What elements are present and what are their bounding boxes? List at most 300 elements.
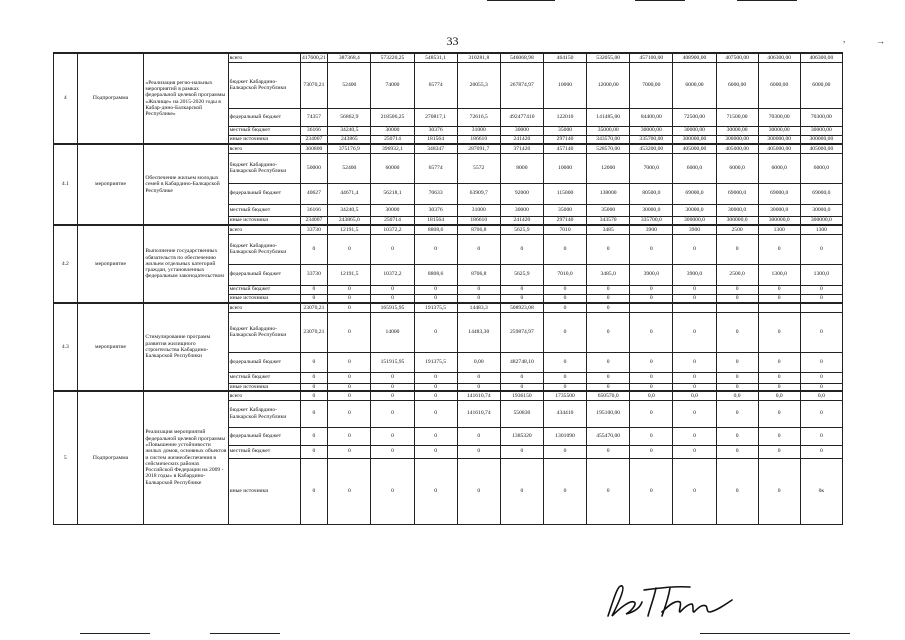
amount-cell: 0 [800,445,842,458]
amount-cell: 0 [673,445,716,458]
amount-cell: 50000 [300,153,328,183]
amount-cell [758,303,800,312]
amount-cell: 528570,00 [587,144,630,153]
amount-cell: 508923,08 [500,303,543,312]
amount-cell: 0 [328,234,371,264]
amount-cell: 0 [300,372,328,383]
amount-cell: 0 [543,285,586,294]
amount-cell: 0 [457,234,500,264]
table-row [54,53,843,62]
amount-cell: 0 [543,312,586,352]
amount-cell: 0 [328,391,371,400]
amount-cell: 7000,0 [630,153,673,183]
amount-cell: 0 [758,372,800,383]
amount-cell: 5625,9 [500,225,543,234]
amount-cell: 259874,97 [500,312,543,352]
amount-cell: 573220,25 [371,53,414,62]
bottom-rule-right [700,633,850,634]
amount-cell: 0 [300,383,328,391]
amount-cell: 0 [673,400,716,427]
amount-cell: 0 [758,294,800,303]
amount-cell: 36166 [300,126,328,135]
amount-cell: 300000,0 [716,216,758,225]
amount-cell: 0 [414,458,457,524]
amount-cell: 287091,7 [457,144,500,153]
amount-cell: 3900 [630,225,673,234]
row-type: мероприятие [77,303,144,391]
amount-cell: 0 [716,285,758,294]
row-number: 4 [54,53,78,144]
amount-cell: 0 [673,372,716,383]
amount-cell: 0 [328,427,371,445]
amount-cell: 218506,25 [371,108,414,126]
amount-cell: 6000,00 [758,62,800,108]
amount-cell: 35000 [587,204,630,216]
amount-cell: 0 [328,352,371,372]
amount-cell: 1385320 [500,427,543,445]
funding-source: бюджет Кабардино-Балкарской Республики [228,312,300,352]
amount-cell: 0 [414,400,457,427]
amount-cell: 12000 [587,153,630,183]
table-row [54,303,843,312]
row-number: 4.1 [54,144,78,225]
amount-cell: 0 [716,352,758,372]
program-name: Реализация мероприятий федеральной целевой программы «Повышение устойчивости жилых домов, основных объектов и систем жизнеобеспечения в сейсмических районах Российской Федерации на 2009 - 2018 годы» в Кабардино-Балкарской Республике [144,391,228,524]
amount-cell: 0 [673,234,716,264]
program-name: Обеспечение жильем молодых семей в Кабардино-Балкарской Республике [144,144,228,225]
amount-cell: 241420 [500,135,543,144]
funding-source: федеральный бюджет [228,108,300,126]
amount-cell: 267874,97 [500,62,543,108]
amount-cell: 23070,21 [300,303,328,312]
amount-cell: 0 [630,445,673,458]
amount-cell: 343570 [587,216,630,225]
funding-source: бюджет Кабардино-Балкарской Республики [228,62,300,108]
amount-cell: 74000 [371,62,414,108]
amount-cell: 7000,00 [630,62,673,108]
amount-cell: 6000,00 [800,62,842,108]
funding-source: федеральный бюджет [228,183,300,204]
amount-cell: 0 [371,445,414,458]
amount-cell: 30000,00 [800,126,842,135]
amount-cell: 0 [500,294,543,303]
amount-cell: 70633 [414,183,457,204]
amount-cell: 30000,0 [716,204,758,216]
amount-cell: 0 [414,391,457,400]
amount-cell: 36166 [300,204,328,216]
amount-cell: 250714 [371,135,414,144]
amount-cell: 72616,5 [457,108,500,126]
amount-cell: 0 [500,445,543,458]
amount-cell: 0 [300,234,328,264]
amount-cell: 12191,5 [328,264,371,285]
amount-cell: 0 [457,458,500,524]
amount-cell: 65774 [414,62,457,108]
amount-cell: 44671,4 [328,183,371,204]
funding-source: всего [228,144,300,153]
amount-cell: 0 [758,285,800,294]
funding-source: бюджет Кабардино-Балкарской Республики [228,234,300,264]
amount-cell: 6000,00 [673,62,716,108]
amount-cell: 0 [371,383,414,391]
amount-cell: 56862,9 [328,108,371,126]
amount-cell: 8808,6 [414,264,457,285]
amount-cell: 0 [500,372,543,383]
amount-cell: 74357 [300,108,328,126]
amount-cell: 8706,8 [457,264,500,285]
amount-cell: 0 [500,234,543,264]
amount-cell: 405000,00 [800,144,842,153]
amount-cell: 56218,1 [371,183,414,204]
amount-cell: 360800 [300,144,328,153]
amount-cell: 0 [328,445,371,458]
amount-cell: 191375,5 [414,352,457,372]
amount-cell: 141485,00 [587,108,630,126]
amount-cell: 405000,00 [758,144,800,153]
amount-cell: 1300,0 [800,264,842,285]
page-number: 33 [446,34,459,48]
amount-cell: 0,0 [800,391,842,400]
amount-cell: 0 [300,285,328,294]
amount-cell: 10372,2 [371,225,414,234]
amount-cell: 141610,74 [457,391,500,400]
amount-cell: 0 [716,234,758,264]
amount-cell: 0 [587,458,630,524]
amount-cell: 71500,00 [716,108,758,126]
amount-cell: 1301090 [543,427,586,445]
amount-cell: 84400,00 [630,108,673,126]
amount-cell: 30000,0 [673,204,716,216]
amount-cell: 0 [587,352,630,372]
amount-cell: 0 [500,458,543,524]
funding-source: иные источники [228,458,300,524]
amount-cell: 0 [371,458,414,524]
amount-cell: 52400 [328,153,371,183]
amount-cell: 1300,0 [758,264,800,285]
amount-cell: 0 [543,303,586,312]
amount-cell: 186610 [457,135,500,144]
amount-cell: 0 [300,445,328,458]
signature [600,578,760,623]
amount-cell: 0 [414,427,457,445]
amount-cell: 3900 [673,225,716,234]
amount-cell: 0,0 [673,391,716,400]
row-number: 5 [54,391,78,524]
amount-cell: 0 [673,383,716,391]
amount-cell: 0 [543,294,586,303]
amount-cell: 35000 [543,204,586,216]
amount-cell: 0 [328,458,371,524]
amount-cell: 0 [457,427,500,445]
funding-source: местный бюджет [228,126,300,135]
amount-cell: 0 [673,312,716,352]
amount-cell: 0 [457,383,500,391]
amount-cell [800,303,842,312]
amount-cell: 406300,00 [800,53,842,62]
amount-cell: 0 [457,445,500,458]
amount-cell: 8000 [500,153,543,183]
funding-source: местный бюджет [228,285,300,294]
amount-cell: 40627 [300,183,328,204]
amount-cell: 546068,98 [500,53,543,62]
amount-cell: 63909,7 [457,183,500,204]
funding-source: бюджет Кабардино-Балкарской Республики [228,153,300,183]
amount-cell: 0 [716,427,758,445]
amount-cell: 408900,00 [673,53,716,62]
amount-cell: 30000,00 [716,126,758,135]
funding-source: иные источники [228,294,300,303]
amount-cell: 181564 [414,135,457,144]
budget-table [53,52,843,525]
row-type: мероприятие [77,144,144,225]
amount-cell: 31000 [457,126,500,135]
amount-cell: 434410 [543,400,586,427]
amount-cell: 0,00 [457,352,500,372]
amount-cell: 417600,21 [302,54,326,61]
amount-cell: 30000,00 [630,126,673,135]
amount-cell: 0 [414,372,457,383]
amount-cell: 0 [543,458,586,524]
amount-cell: 30000 [500,204,543,216]
amount-cell: 0 [716,312,758,352]
row-type: Подпрограмма [77,53,144,144]
amount-cell: 0 [800,312,842,352]
amount-cell: 0 [587,294,630,303]
amount-cell: 0 [300,294,328,303]
amount-cell: 241420 [500,216,543,225]
amount-cell: 0 [800,234,842,264]
funding-source: иные источники [228,383,300,391]
amount-cell [630,303,673,312]
amount-cell: 0 [716,294,758,303]
amount-cell: 0 [587,303,630,312]
amount-cell: 0 [587,285,630,294]
amount-cell: 181564 [414,216,457,225]
amount-cell: 250714 [371,216,414,225]
amount-cell: 0 [716,372,758,383]
amount-cell: 0 [500,383,543,391]
amount-cell: 69000,0 [673,183,716,204]
amount-cell: 34240,5 [328,126,371,135]
amount-cell: 0 [328,294,371,303]
amount-cell: 3485 [587,225,630,234]
top-rule-1 [487,0,555,1]
amount-cell: 2500,0 [716,264,758,285]
amount-cell: 0 [371,400,414,427]
amount-cell: 165915,95 [371,303,414,312]
amount-cell: 60000 [371,153,414,183]
amount-cell: 0 [800,285,842,294]
amount-cell: 6000,0 [758,153,800,183]
amount-cell [716,303,758,312]
funding-source: всего [228,53,300,62]
row-number: 4.3 [54,303,78,391]
amount-cell: 8706,8 [457,225,500,234]
amount-cell: 300000,00 [716,135,758,144]
amount-cell: 0 [300,400,328,427]
amount-cell: 387368,4 [328,53,371,62]
amount-cell: 65774 [414,153,457,183]
amount-cell: 0 [630,383,673,391]
amount-cell: 0 [630,294,673,303]
amount-cell: 407500,00 [716,53,758,62]
amount-cell: 300000,0 [800,216,842,225]
amount-cell: 8808,6 [414,225,457,234]
amount-cell: 1300 [800,225,842,234]
amount-cell: 115000 [543,183,586,204]
amount-cell: 0 [630,372,673,383]
amount-cell: 0 [300,458,328,524]
top-rule-2 [635,0,685,1]
amount-cell: 0к [800,458,842,524]
amount-cell: 0 [673,352,716,372]
amount-cell: 0 [328,383,371,391]
amount-cell: 0 [800,352,842,372]
amount-cell: 5625,9 [500,264,543,285]
amount-cell: 0 [457,294,500,303]
amount-cell: 0 [630,427,673,445]
amount-cell: 52400 [328,62,371,108]
amount-cell: 0 [543,445,586,458]
amount-cell: 234007 [300,216,328,225]
amount-cell: 23070,21 [300,312,328,352]
amount-cell: 270817,1 [414,108,457,126]
amount-cell: 70300,00 [800,108,842,126]
amount-cell: 6000,0 [800,153,842,183]
amount-cell: 0 [328,372,371,383]
amount-cell: 14483,3 [457,303,500,312]
amount-cell: 243865 [328,135,371,144]
amount-cell: 195100,00 [587,400,630,427]
amount-cell: 33730 [300,264,328,285]
amount-cell: 0 [800,427,842,445]
amount-cell: 482748,10 [500,352,543,372]
amount-cell: 406300,00 [758,53,800,62]
amount-cell: 12191,5 [328,225,371,234]
amount-cell: 31000 [457,204,500,216]
amount-cell: 5572 [457,153,500,183]
amount-cell: 14483,30 [457,312,500,352]
amount-cell: 3900,0 [630,264,673,285]
amount-cell: 0 [800,400,842,427]
amount-cell: 0,0 [716,391,758,400]
funding-source: федеральный бюджет [228,427,300,445]
program-name: «Реализация регио-нальных мероприятий в рамках федеральной целевой программы «Жилище» на 2015-2020 годы в Кабар-дино-Балкарской Республике» [144,53,228,144]
amount-cell: 343570,00 [587,135,630,144]
amount-cell: 0 [457,372,500,383]
amount-cell: 457100,00 [630,53,673,62]
amount-cell: 405000,00 [673,144,716,153]
amount-cell: 0 [673,427,716,445]
amount-cell: 457140 [543,144,586,153]
amount-cell: 243865,0 [328,216,371,225]
funding-source: местный бюджет [228,372,300,383]
amount-cell: 0 [800,372,842,383]
amount-cell: 0 [371,391,414,400]
amount-cell: 92000 [500,183,543,204]
amount-cell: 0 [414,285,457,294]
amount-cell: 0 [630,400,673,427]
amount-cell: 72500,00 [673,108,716,126]
amount-cell: 0 [716,445,758,458]
amount-cell: 532055,00 [587,53,630,62]
amount-cell: 7010 [543,225,586,234]
amount-cell: 0 [630,285,673,294]
amount-cell: 34240,5 [328,204,371,216]
amount-cell: 69000,0 [758,183,800,204]
amount-cell: 453200,00 [630,144,673,153]
amount-cell: 0 [800,294,842,303]
table-row [54,225,843,234]
amount-cell: 30000,0 [800,204,842,216]
amount-cell: 0 [328,285,371,294]
amount-cell: 300000,0 [673,216,716,225]
funding-source: всего [228,303,300,312]
row-number: 4.2 [54,225,78,303]
amount-cell: 492477410 [500,108,543,126]
funding-source: местный бюджет [228,204,300,216]
corner-mark-left: , [843,34,846,44]
amount-cell: 0 [371,294,414,303]
table-row [54,391,843,400]
table-body [54,53,843,524]
amount-cell: 69000,0 [800,183,842,204]
amount-cell: 0,0 [758,391,800,400]
amount-cell: 0,0 [630,391,673,400]
funding-source: федеральный бюджет [228,264,300,285]
amount-cell: 6000,0 [716,153,758,183]
amount-cell: 297140 [543,135,586,144]
amount-cell: 0 [716,400,758,427]
amount-cell: 35000,00 [587,126,630,135]
amount-cell: 0 [673,294,716,303]
amount-cell: 300000,00 [758,135,800,144]
amount-cell: 73070,21 [300,62,328,108]
amount-cell: 30376 [414,126,457,135]
amount-cell: 0 [716,383,758,391]
amount-cell: 10000 [543,153,586,183]
bottom-rule-mid [210,633,280,634]
funding-source: федеральный бюджет [228,352,300,372]
amount-cell: 396932,1 [371,144,414,153]
amount-cell: 30000,0 [758,204,800,216]
amount-cell: 0 [300,352,328,372]
amount-cell: 335700,00 [630,135,673,144]
amount-cell: 0 [758,458,800,524]
amount-cell: 0 [414,383,457,391]
amount-cell: 405000,00 [716,144,758,153]
amount-cell: 0 [716,458,758,524]
funding-source: всего [228,391,300,400]
amount-cell: 33730 [300,225,328,234]
amount-cell: 141610,74 [457,400,500,427]
amount-cell: 0 [758,445,800,458]
amount-cell: 1735500 [543,391,586,400]
amount-cell: 0 [587,445,630,458]
amount-cell: 0 [414,312,457,352]
amount-cell: 550830 [500,400,543,427]
program-name: Стимулирование программ развития жилищного строительства Кабардино-Балкарской Республики [144,303,228,391]
amount-cell: 0 [371,372,414,383]
amount-cell: 0 [630,312,673,352]
amount-cell: 138000 [587,183,630,204]
amount-cell: 122010 [543,108,586,126]
amount-cell: 650570,0 [587,391,630,400]
amount-cell: 2500 [716,225,758,234]
amount-cell: 0 [587,234,630,264]
amount-cell: 30000 [371,204,414,216]
amount-cell: 0 [414,234,457,264]
